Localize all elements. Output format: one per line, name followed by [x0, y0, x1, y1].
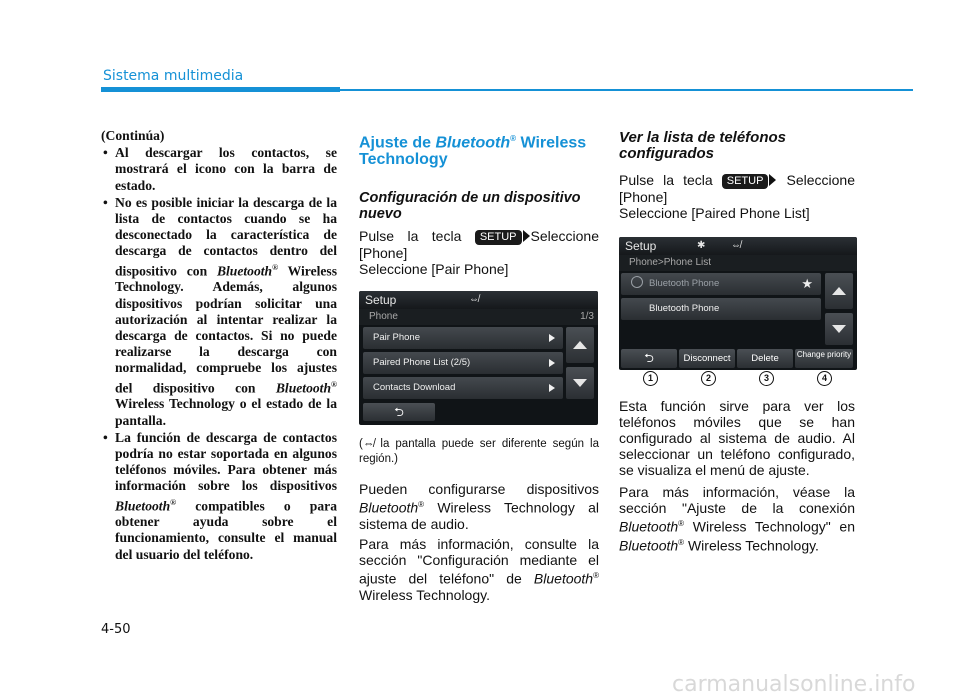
- watermark: carmanualsonline.info: [672, 672, 916, 697]
- bullet-item: [101, 430, 337, 563]
- paragraph: [359, 481, 599, 532]
- bullet-text: La función de descarga de contactos podría no estar soportada en algunos teléfonos móviles. Para obtener más información sobre los dispositivos: [115, 429, 337, 494]
- arrow-up-icon: [832, 287, 846, 295]
- setup-phone-screen: [359, 291, 598, 425]
- paired-phone-list-screen: [619, 237, 857, 370]
- screen-title-bar: [359, 291, 598, 309]
- bullet-text: No es posible iniciar la descarga de la lista de contactos cuando se ha desconectado la característica de descarga de contactos dentro del dispositivo con: [115, 194, 337, 279]
- screen-title: Setup: [625, 239, 657, 253]
- bullet-list: [101, 145, 337, 563]
- heading-text: Ajuste de: [359, 134, 436, 152]
- phone-list-item[interactable]: [621, 298, 821, 320]
- bluetooth-term: Bluetooth: [619, 537, 679, 554]
- paragraph-text: Para más información, consulte la sección "Configuración mediante el ajuste del teléfono" de: [359, 535, 599, 587]
- setup-key: SETUP: [722, 174, 769, 189]
- header-rule-thin: [340, 89, 913, 91]
- arrow-up-icon: [573, 341, 587, 349]
- arrow-right-icon: [523, 230, 530, 242]
- play-icon: [631, 276, 643, 288]
- instruction: [619, 172, 855, 205]
- registered-mark: ®: [331, 379, 337, 389]
- chevron-right-icon: [549, 359, 555, 367]
- bullet-text: compatibles o para obtener ayuda sobre el funcionamiento, consulte el manual del usuario del teléfono.: [115, 498, 337, 562]
- menu-item-label: Contacts Download: [373, 382, 456, 394]
- callout-row: [619, 370, 855, 386]
- subheading: Ver la lista de teléfonos configurados: [619, 129, 786, 162]
- bullet-text: Wireless Technology. Además, algunos dispositivos podrían solicitar una autorización al intentar realizar la descarga de contactos. Si no puede realizarse la descarga con normalidad, compruebe los ajustes del dispositivo con: [115, 263, 337, 396]
- registered-mark: ®: [170, 497, 177, 507]
- usb-icon: ⇎: [469, 294, 479, 306]
- section-title: Sistema multimedia: [103, 68, 244, 84]
- scroll-down-button[interactable]: [566, 367, 594, 399]
- arrow-right-icon: [769, 174, 776, 186]
- screen-subtitle-bar: [619, 255, 857, 271]
- registered-mark: ®: [678, 537, 685, 547]
- bluetooth-term: Bluetooth: [216, 263, 273, 279]
- chevron-right-icon: [549, 384, 555, 392]
- paragraph: [619, 484, 855, 553]
- instruction-text: Seleccione [Paired Phone List]: [619, 205, 810, 221]
- instruction: [619, 205, 855, 221]
- registered-mark: ®: [418, 500, 425, 510]
- menu-item-paired-phone-list[interactable]: [363, 352, 563, 374]
- usb-icon: ⇎: [731, 240, 741, 251]
- screen-subtitle: Phone: [369, 311, 398, 323]
- menu-item-label: Paired Phone List (2/5): [373, 357, 471, 369]
- bluetooth-term: Bluetooth: [435, 134, 511, 152]
- scroll-up-button[interactable]: [825, 273, 853, 309]
- phone-name: Bluetooth Phone: [649, 278, 720, 289]
- star-icon: ★: [801, 276, 813, 291]
- callout-1: 1: [643, 371, 658, 386]
- paragraph-text: Pueden configurarse dispositivos: [359, 481, 599, 498]
- back-button[interactable]: ⮌: [621, 349, 677, 368]
- heading-text: Wireless Technology: [359, 134, 587, 169]
- paragraph-text: Wireless Technology al sistema de audio.: [359, 499, 599, 532]
- continued-label: (Continúa): [101, 128, 165, 143]
- header-rule-thick: [101, 87, 340, 92]
- bluetooth-term: Bluetooth: [619, 518, 679, 535]
- bluetooth-icon: ✱: [697, 240, 706, 251]
- scroll-down-button[interactable]: [825, 313, 853, 345]
- paragraph: [359, 536, 599, 603]
- screen-title-bar: [619, 237, 857, 255]
- instruction-text: Seleccione [Pair Phone]: [359, 261, 509, 278]
- instruction: [359, 228, 599, 261]
- bullet-item: [101, 195, 337, 429]
- paragraph: Esta función sirve para ver los teléfonos móviles que se han configurado al sistema de audio. Al seleccionar un teléfono configurado, se visualiza el menú de ajuste.: [619, 398, 855, 478]
- instruction-text: Pulse la tecla: [359, 228, 475, 245]
- menu-item-label: Pair Phone: [373, 332, 421, 344]
- instruction: [359, 261, 599, 277]
- change-priority-button[interactable]: Change priority: [795, 349, 853, 368]
- bluetooth-term: Bluetooth: [359, 499, 419, 516]
- screen-subtitle-bar: [359, 309, 598, 325]
- left-column: [101, 128, 337, 564]
- menu-item-pair-phone[interactable]: [363, 327, 563, 349]
- arrow-down-icon: [573, 379, 587, 387]
- chevron-right-icon: [549, 334, 555, 342]
- region-note: (⇎ la pantalla puede ser diferente según la región.): [359, 438, 599, 466]
- instruction-text: Seleccione [Phone]: [619, 172, 855, 205]
- bullet-text: Wireless Technology o el estado de la pantalla.: [115, 396, 337, 428]
- bullet-text: Al descargar los contactos, se mostrará el icono con la barra de estado.: [115, 145, 337, 193]
- arrow-down-icon: [832, 325, 846, 333]
- bullet-item: [101, 145, 337, 194]
- callout-4: 4: [817, 371, 832, 386]
- paragraph-text: Wireless Technology.: [684, 537, 819, 554]
- middle-column: [359, 128, 599, 603]
- page-indicator: 1/3: [580, 311, 594, 323]
- callout-3: 3: [759, 371, 774, 386]
- registered-mark: ®: [593, 570, 599, 580]
- registered-mark: ®: [510, 134, 517, 143]
- screen-subtitle: Phone>Phone List: [629, 257, 712, 268]
- menu-item-contacts-download[interactable]: [363, 377, 563, 399]
- page-number: 4-50: [101, 622, 131, 637]
- bluetooth-term: Bluetooth: [275, 380, 332, 396]
- subheading: Configuración de un dispositivo nuevo: [359, 190, 581, 223]
- screen-title: Setup: [365, 293, 397, 308]
- back-button[interactable]: ⮌: [363, 403, 435, 421]
- setup-key: SETUP: [475, 230, 522, 245]
- phone-list-item-connected[interactable]: [621, 273, 821, 295]
- disconnect-button[interactable]: Disconnect: [679, 349, 735, 368]
- registered-mark: ®: [272, 262, 279, 272]
- paragraph-text: Wireless Technology" en: [684, 518, 855, 535]
- instruction-text: Pulse la tecla: [619, 172, 722, 188]
- phone-name: Bluetooth Phone: [649, 303, 720, 314]
- registered-mark: ®: [678, 519, 685, 528]
- bluetooth-term: Bluetooth: [115, 498, 171, 514]
- right-column: [619, 128, 855, 553]
- section-heading: [359, 130, 599, 168]
- scroll-up-button[interactable]: [566, 327, 594, 363]
- bluetooth-term: Bluetooth: [533, 570, 594, 587]
- paragraph-text: Wireless Technology.: [359, 586, 490, 603]
- delete-button[interactable]: Delete: [737, 349, 793, 368]
- instruction-text: Seleccione [Phone]: [359, 228, 599, 262]
- paragraph-text: Para más información, véase la sección "Ajuste de la conexión: [619, 484, 855, 516]
- callout-2: 2: [701, 371, 716, 386]
